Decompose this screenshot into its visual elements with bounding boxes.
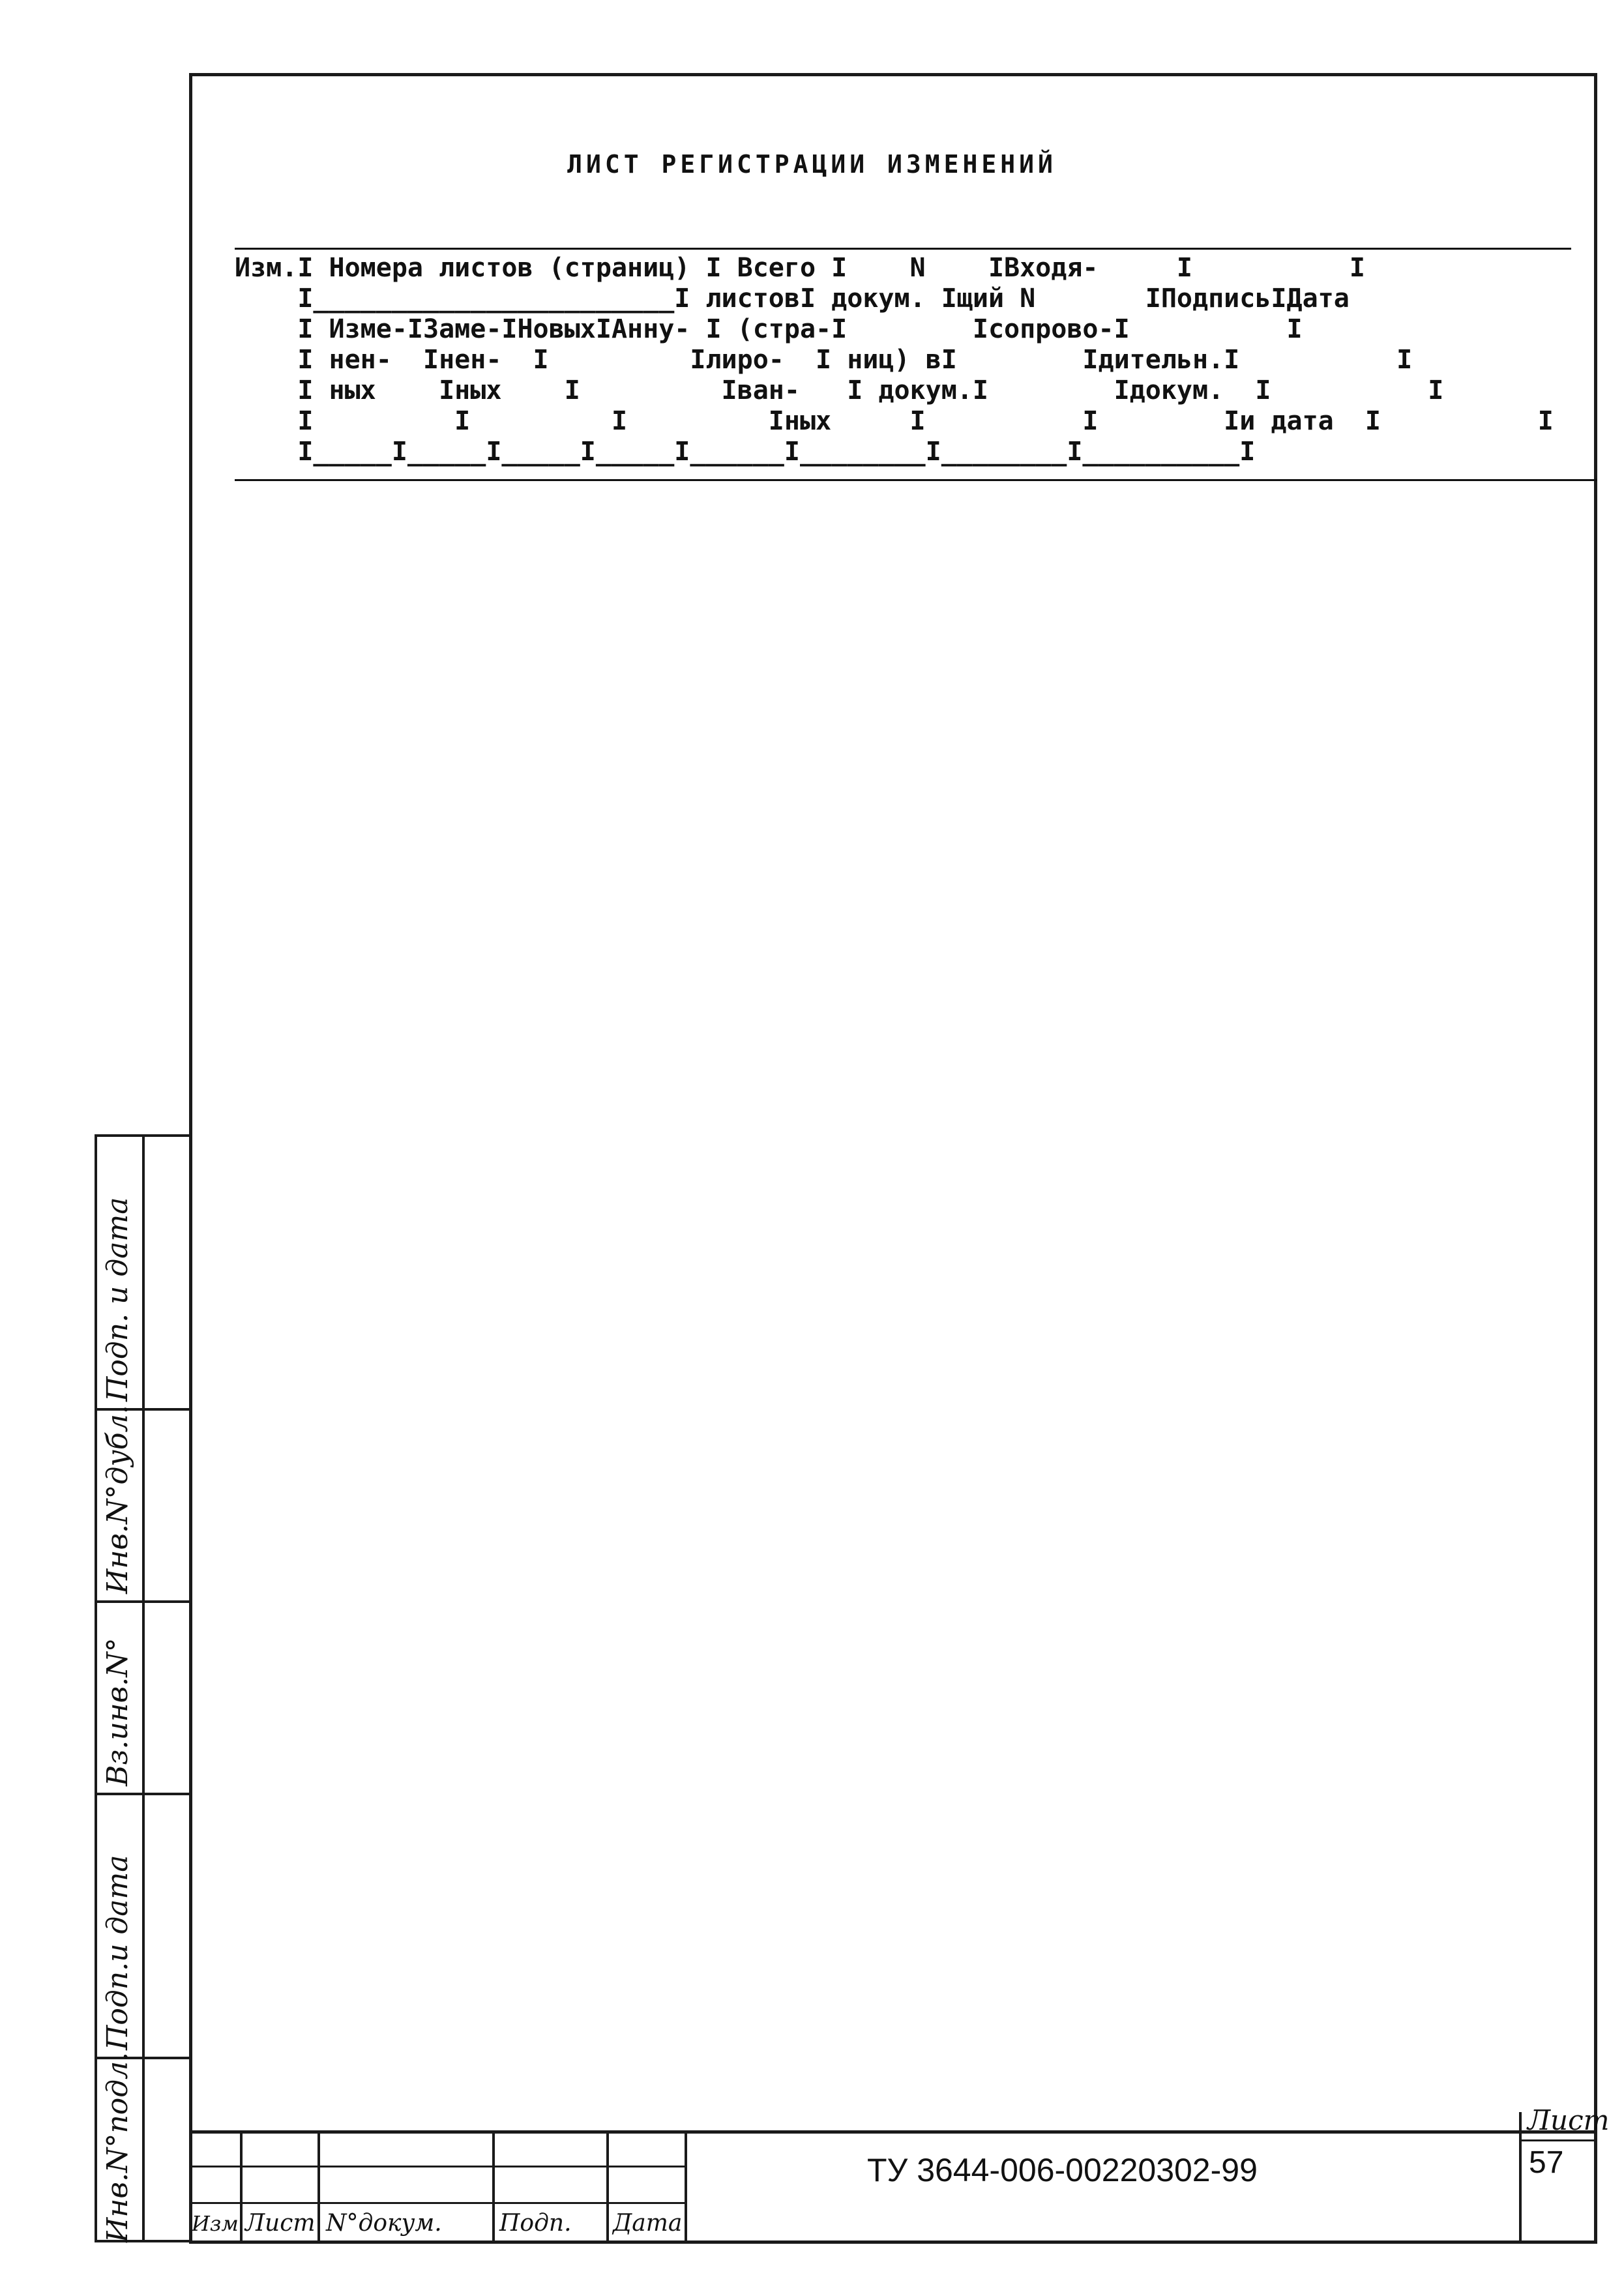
sheet-box-rule	[1519, 2139, 1597, 2141]
title-block-label-doc-no: N°докум.	[326, 2210, 442, 2237]
title-block-top-rule	[189, 2130, 1597, 2134]
side-label-replace-inv: Вз.инв.N°	[101, 1638, 134, 1786]
sheet-box-left-rule	[1519, 2112, 1522, 2242]
register-bottom-rule	[235, 479, 1597, 481]
title-block-col-rule	[240, 2130, 243, 2244]
sheet-label: Лист	[1528, 2104, 1610, 2136]
title-block-col-rule	[606, 2130, 609, 2244]
title-block-col-rule	[492, 2130, 495, 2244]
title-block-col-rule	[317, 2130, 320, 2244]
page-title: ЛИСТ РЕГИСТРАЦИИ ИЗМЕНЕНИЙ	[567, 150, 1057, 179]
change-register-table: Изм.I Номера листов (страниц) I Всего I N IВходя- I I I_______________________I листовI докум. Iщий N IПодписьIДата I Изме-IЗаме-IНовыхIАнну- I (стра-I Iсопрово-I I I нен- Iнен- I Iлиро- I ниц) вI Iдительн.I I I ных Iных I Iван- I докум.I Iдокум. I I I I I Iных I I Iи дата I I I_____I_____I_____I_____I______I________I________I__________I	[235, 253, 1554, 467]
side-label-sign-date: Подп. и дата	[101, 1197, 134, 1402]
side-label-sign-date-2: Подп.и дата	[101, 1855, 134, 2050]
side-label-dup-inv: Инв.N°дубл.	[101, 1405, 134, 1594]
title-block-label-change: Изм	[192, 2211, 239, 2236]
title-block-label-date: Дата	[613, 2210, 683, 2237]
document-code: ТУ 3644-006-00220302-99	[867, 2152, 1258, 2188]
title-block-row-rule	[189, 2166, 685, 2167]
side-inner-divider	[142, 1134, 145, 2242]
register-top-rule	[235, 248, 1571, 250]
title-block-label-signature: Подп.	[499, 2210, 572, 2237]
sheet-number: 57	[1529, 2145, 1564, 2180]
side-label-orig-inv: Инв.N°подл.	[101, 2051, 134, 2242]
title-block-col-rule	[685, 2130, 687, 2244]
title-block-label-sheet: Лист	[245, 2210, 316, 2237]
title-block-row-rule	[189, 2202, 685, 2204]
